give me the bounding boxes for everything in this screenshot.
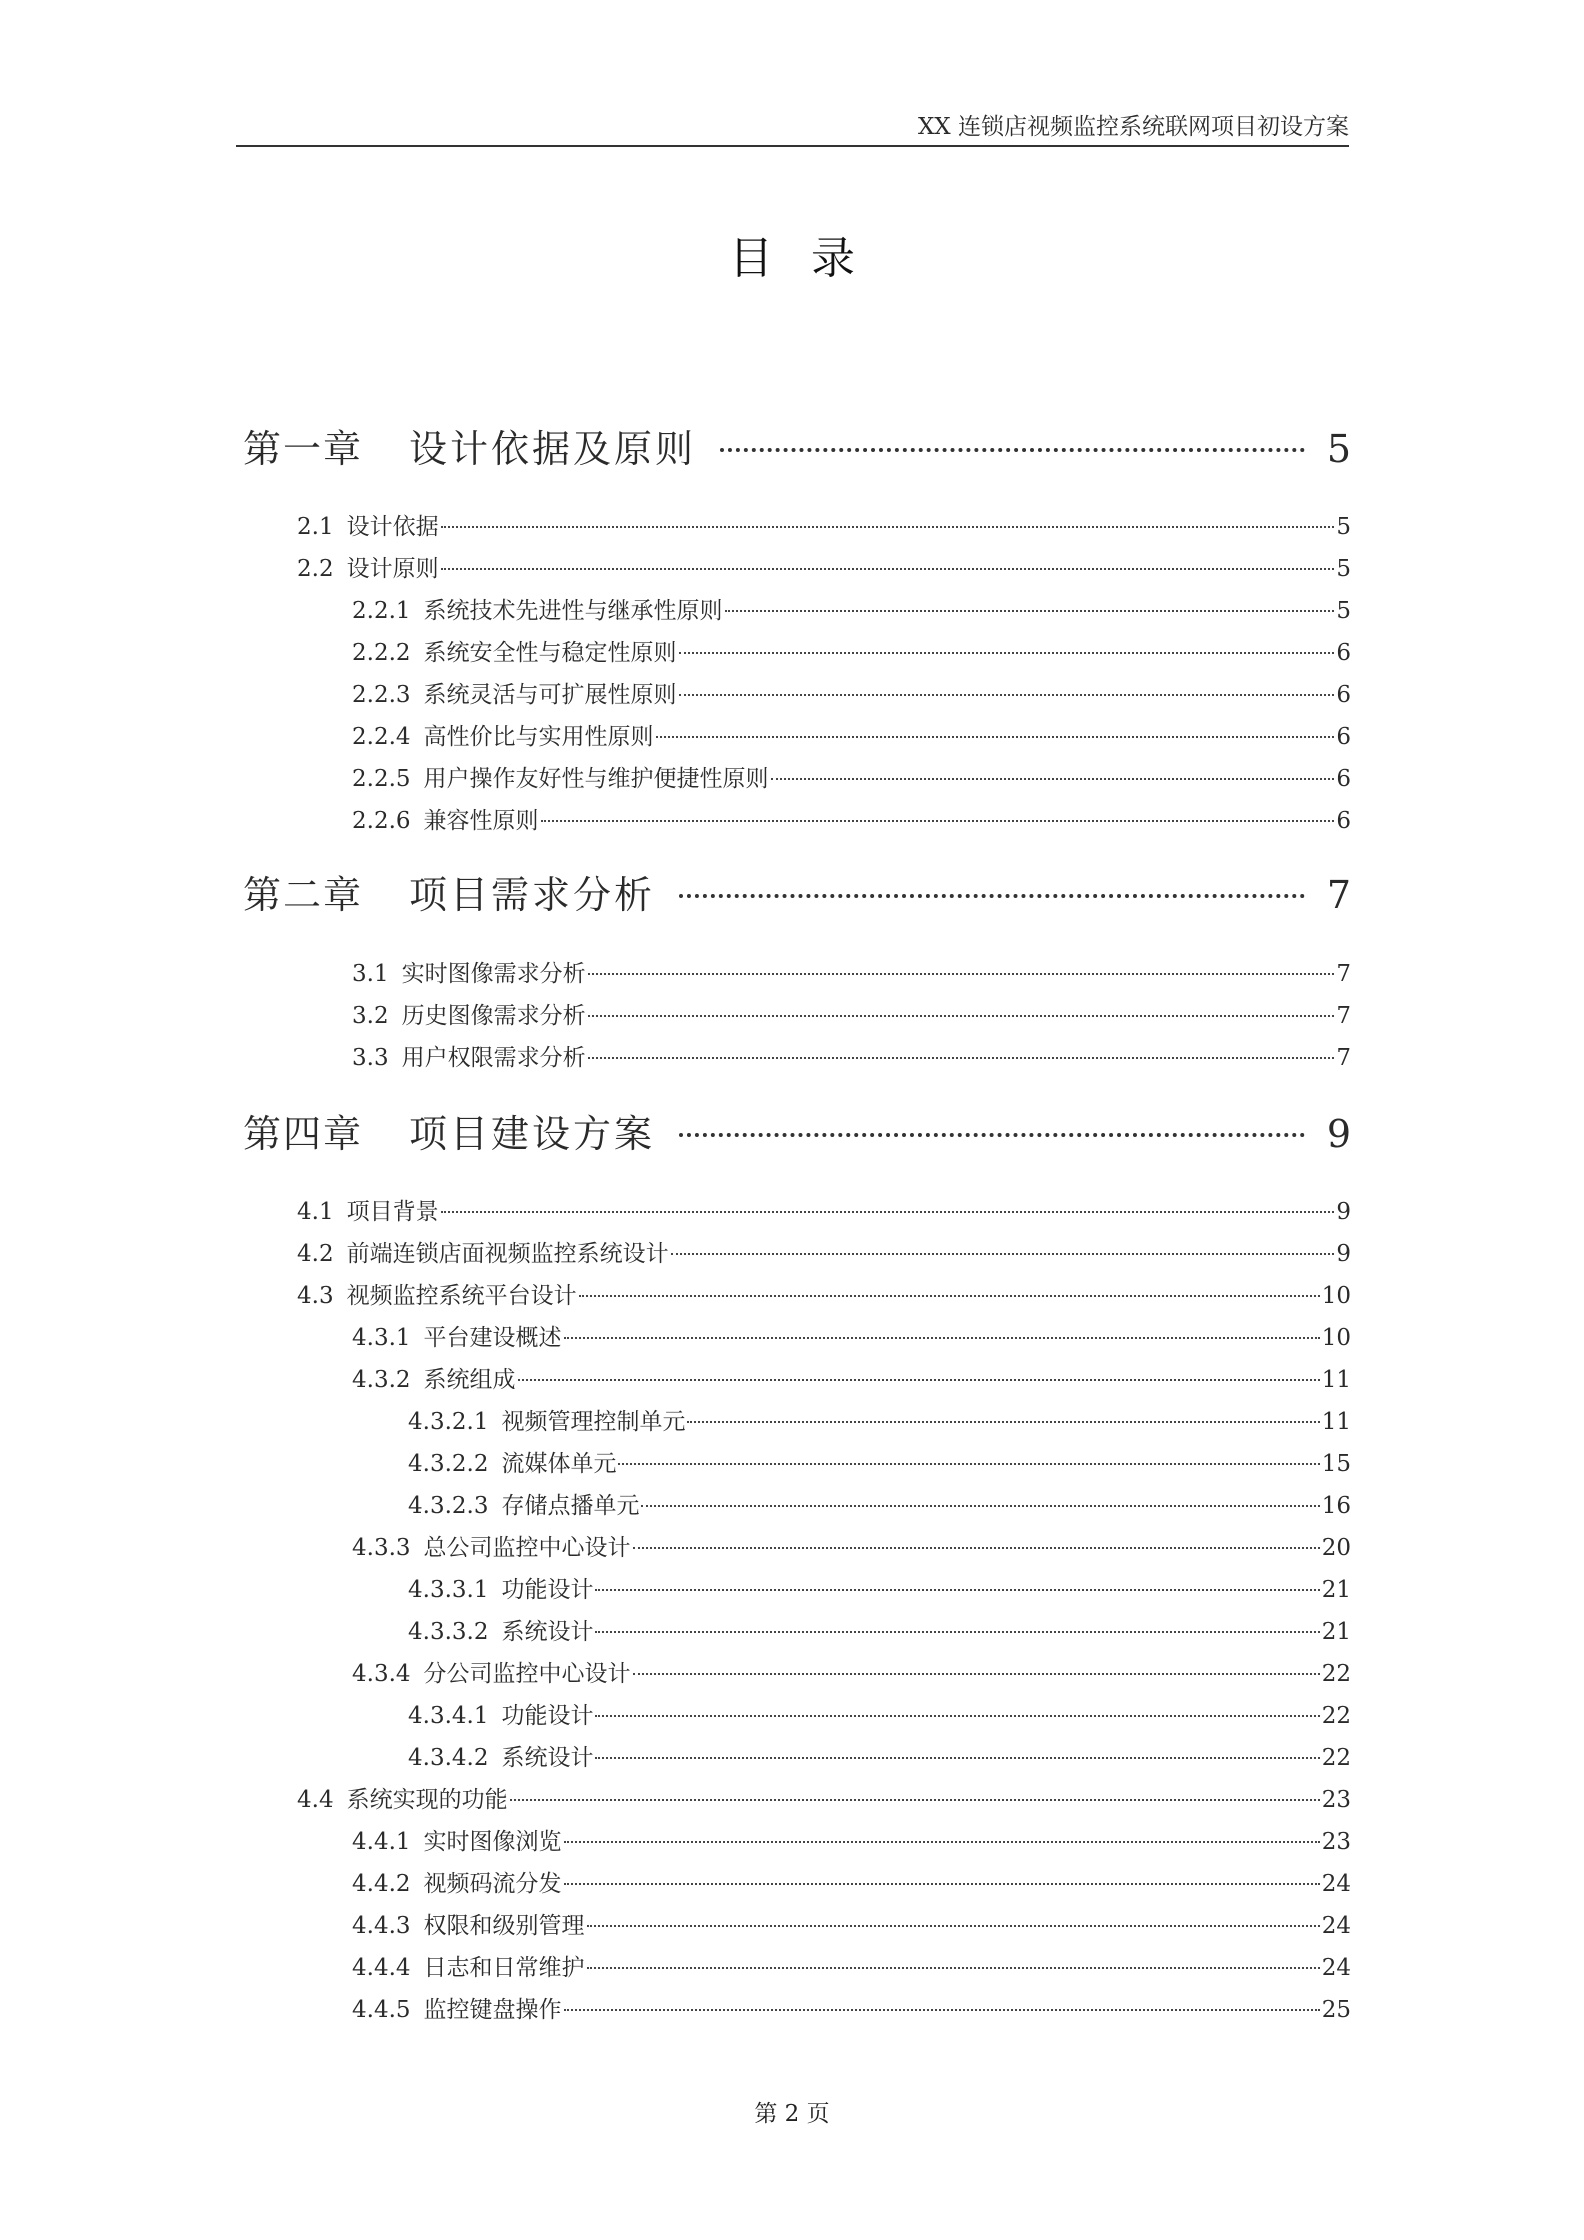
toc-entry-title: 兼容性原则	[423, 808, 539, 834]
toc-entry[interactable]	[352, 1319, 1351, 1353]
toc-entry-number: 4.3.3.1	[408, 1577, 489, 1603]
toc-leader-dots	[587, 1967, 1320, 1969]
toc-entry-number: 4.3.4.1	[408, 1703, 489, 1729]
toc-entry[interactable]	[352, 718, 1351, 752]
toc-entry-page: 25	[1321, 1997, 1351, 2023]
toc-entry-page: 6	[1336, 724, 1351, 750]
toc-leader-dots	[588, 1057, 1335, 1059]
toc-entry[interactable]	[352, 1865, 1351, 1899]
toc-leader-dots	[641, 1505, 1319, 1507]
toc-entry-number: 第四章	[243, 1112, 364, 1156]
toc-leader-dots	[564, 2009, 1320, 2011]
toc-entry-number: 4.1	[297, 1199, 334, 1225]
toc-entry-page: 11	[1321, 1409, 1351, 1435]
toc-leader-dots	[579, 1295, 1320, 1297]
toc-entry[interactable]	[408, 1487, 1351, 1521]
toc-entry[interactable]	[352, 1529, 1351, 1563]
toc-entry-page: 23	[1321, 1829, 1351, 1855]
toc-entry-page: 9	[1326, 1112, 1351, 1156]
toc-entry[interactable]	[297, 1235, 1351, 1269]
toc-leader-dots	[441, 526, 1335, 528]
toc-entry-page: 22	[1321, 1661, 1351, 1687]
toc-entry-number: 4.3.4	[352, 1661, 411, 1687]
toc-entry-page: 9	[1336, 1199, 1351, 1225]
toc-entry-number: 4.3.2.2	[408, 1451, 489, 1477]
toc-entry-page: 9	[1336, 1241, 1351, 1267]
toc-entry-title: 系统安全性与稳定性原则	[423, 640, 677, 666]
toc-entry-title: 视频监控系统平台设计	[346, 1283, 577, 1309]
toc-entry-number: 4.2	[297, 1241, 334, 1267]
toc-leader-dots	[564, 1337, 1320, 1339]
toc-leader-dots	[518, 1379, 1320, 1381]
toc-entry-number: 4.3.3.2	[408, 1619, 489, 1645]
toc-leader-dots	[720, 448, 1305, 452]
toc-entry-number: 2.2.5	[352, 766, 411, 792]
toc-entry-number: 3.3	[352, 1045, 389, 1071]
toc-leader-dots	[618, 1463, 1319, 1465]
toc-entry-page: 22	[1321, 1703, 1351, 1729]
toc-leader-dots	[671, 1253, 1335, 1255]
toc-leader-dots	[564, 1883, 1320, 1885]
toc-entry-title: 流媒体单元	[501, 1451, 617, 1477]
toc-leader-dots	[679, 652, 1335, 654]
toc-entry[interactable]	[352, 1655, 1351, 1689]
toc-leader-dots	[679, 894, 1305, 898]
toc-entry[interactable]	[408, 1571, 1351, 1605]
toc-entry-number: 4.3	[297, 1283, 334, 1309]
toc-entry-number: 4.4.1	[352, 1829, 411, 1855]
toc-entry-page: 7	[1336, 1045, 1351, 1071]
toc-entry-title: 监控键盘操作	[423, 1997, 562, 2023]
toc-entry-page: 6	[1336, 808, 1351, 834]
toc-leader-dots	[595, 1715, 1319, 1717]
toc-leader-dots	[633, 1547, 1320, 1549]
toc-entry-page: 24	[1321, 1955, 1351, 1981]
toc-entry-number: 2.1	[297, 514, 334, 540]
toc-entry-number: 4.4.5	[352, 1997, 411, 2023]
toc-entry-title: 前端连锁店面视频监控系统设计	[346, 1241, 669, 1267]
toc-entry[interactable]	[297, 508, 1351, 542]
toc-entry-number: 2.2.4	[352, 724, 411, 750]
toc-entry-page: 23	[1321, 1787, 1351, 1813]
page-number: 第 2 页	[754, 2101, 830, 2127]
toc-entry-title: 系统技术先进性与继承性原则	[423, 598, 723, 624]
toc-entry-page: 6	[1336, 640, 1351, 666]
toc-leader-dots	[510, 1799, 1320, 1801]
toc-entry-title: 系统组成	[423, 1367, 516, 1393]
toc-entry[interactable]	[352, 676, 1351, 710]
toc-leader-dots	[587, 1925, 1320, 1927]
toc-entry-title: 实时图像需求分析	[401, 961, 586, 987]
toc-entry-title: 项目建设方案	[409, 1112, 656, 1156]
toc-entry-number: 2.2.6	[352, 808, 411, 834]
toc-entry-title: 项目背景	[346, 1199, 439, 1225]
toc-leader-dots	[588, 973, 1335, 975]
toc-entry-title: 功能设计	[501, 1577, 594, 1603]
toc-entry-number: 3.1	[352, 961, 389, 987]
toc-entry-number: 4.4.4	[352, 1955, 411, 1981]
toc-entry-page: 5	[1336, 514, 1351, 540]
toc-chapter-entry[interactable]	[243, 864, 1351, 920]
toc-entry-number: 4.4.2	[352, 1871, 411, 1897]
toc-entry-title: 系统实现的功能	[346, 1787, 508, 1813]
toc-leader-dots	[564, 1841, 1320, 1843]
toc-entry-page: 7	[1336, 1003, 1351, 1029]
toc-leader-dots	[441, 568, 1335, 570]
toc-chapter-entry[interactable]	[243, 418, 1351, 474]
toc-entry-page: 15	[1321, 1451, 1351, 1477]
toc-leader-dots	[656, 736, 1335, 738]
toc-leader-dots	[687, 1421, 1319, 1423]
toc-entry-title: 用户权限需求分析	[401, 1045, 586, 1071]
toc-entry-title: 高性价比与实用性原则	[423, 724, 654, 750]
toc-entry[interactable]	[408, 1739, 1351, 1773]
toc-leader-dots	[679, 1133, 1305, 1137]
toc-leader-dots	[441, 1211, 1335, 1213]
toc-entry-title: 设计依据及原则	[409, 427, 697, 471]
toc-entry-number: 2.2.2	[352, 640, 411, 666]
toc-entry[interactable]	[352, 1991, 1351, 2025]
toc-entry-title: 权限和级别管理	[423, 1913, 585, 1939]
toc-entry-page: 24	[1321, 1871, 1351, 1897]
toc-entry-number: 3.2	[352, 1003, 389, 1029]
toc-entry-page: 5	[1336, 556, 1351, 582]
toc-entry[interactable]	[408, 1697, 1351, 1731]
toc-leader-dots	[541, 820, 1335, 822]
toc-entry-page: 24	[1321, 1913, 1351, 1939]
toc-leader-dots	[588, 1015, 1335, 1017]
toc-entry-number: 4.4	[297, 1787, 334, 1813]
toc-leader-dots	[771, 778, 1335, 780]
toc-entry-number: 4.3.2	[352, 1367, 411, 1393]
toc-entry[interactable]	[352, 634, 1351, 668]
toc-entry-title: 项目需求分析	[409, 873, 656, 917]
toc-entry[interactable]	[297, 550, 1351, 584]
toc-entry[interactable]	[352, 1823, 1351, 1857]
toc-heading: 目录	[729, 233, 893, 284]
toc-leader-dots	[595, 1631, 1319, 1633]
document-header-title: XX 连锁店视频监控系统联网项目初设方案	[917, 114, 1349, 140]
toc-entry-number: 2.2.3	[352, 682, 411, 708]
toc-entry-page: 20	[1321, 1535, 1351, 1561]
toc-entry-title: 实时图像浏览	[423, 1829, 562, 1855]
toc-entry-number: 2.2	[297, 556, 334, 582]
toc-entry-number: 2.2.1	[352, 598, 411, 624]
toc-leader-dots	[633, 1673, 1320, 1675]
toc-entry-title: 存储点播单元	[501, 1493, 640, 1519]
toc-entry[interactable]	[352, 592, 1351, 626]
toc-entry[interactable]	[352, 802, 1351, 836]
toc-entry-page: 5	[1326, 427, 1351, 471]
toc-entry-page: 6	[1336, 766, 1351, 792]
toc-entry-number: 4.3.3	[352, 1535, 411, 1561]
toc-entry-number: 第一章	[243, 427, 364, 471]
toc-entry-number: 4.3.1	[352, 1325, 411, 1351]
toc-entry-number: 4.3.2.1	[408, 1409, 489, 1435]
toc-entry-number: 4.3.4.2	[408, 1745, 489, 1771]
toc-entry-title: 系统设计	[501, 1619, 594, 1645]
toc-leader-dots	[679, 694, 1335, 696]
toc-entry-page: 10	[1321, 1283, 1351, 1309]
toc-entry[interactable]	[297, 1781, 1351, 1815]
toc-entry-title: 平台建设概述	[423, 1325, 562, 1351]
toc-entry[interactable]	[352, 760, 1351, 794]
toc-entry[interactable]	[352, 997, 1351, 1031]
toc-entry-title: 用户操作友好性与维护便捷性原则	[423, 766, 769, 792]
toc-chapter-entry[interactable]	[243, 1103, 1351, 1159]
toc-entry[interactable]	[352, 1361, 1351, 1395]
toc-entry-page: 7	[1326, 873, 1351, 917]
toc-entry-title: 系统灵活与可扩展性原则	[423, 682, 677, 708]
toc-entry[interactable]	[352, 1949, 1351, 1983]
toc-entry-title: 历史图像需求分析	[401, 1003, 586, 1029]
toc-entry-page: 22	[1321, 1745, 1351, 1771]
toc-entry[interactable]	[297, 1277, 1351, 1311]
toc-entry-title: 总公司监控中心设计	[423, 1535, 631, 1561]
toc-entry[interactable]	[352, 1039, 1351, 1073]
toc-entry-number: 4.4.3	[352, 1913, 411, 1939]
toc-entry[interactable]	[408, 1403, 1351, 1437]
toc-entry[interactable]	[408, 1445, 1351, 1479]
toc-entry-title: 视频管理控制单元	[501, 1409, 686, 1435]
toc-entry-title: 功能设计	[501, 1703, 594, 1729]
toc-leader-dots	[595, 1589, 1319, 1591]
toc-entry-page: 11	[1321, 1367, 1351, 1393]
toc-entry-page: 16	[1321, 1493, 1351, 1519]
toc-entry-title: 视频码流分发	[423, 1871, 562, 1897]
toc-entry-title: 设计依据	[346, 514, 439, 540]
toc-entry-title: 系统设计	[501, 1745, 594, 1771]
toc-entry-title: 设计原则	[346, 556, 439, 582]
toc-entry-page: 21	[1321, 1619, 1351, 1645]
toc-entry-number: 4.3.2.3	[408, 1493, 489, 1519]
toc-entry[interactable]	[297, 1193, 1351, 1227]
toc-entry[interactable]	[352, 955, 1351, 989]
toc-entry-title: 分公司监控中心设计	[423, 1661, 631, 1687]
toc-entry-page: 21	[1321, 1577, 1351, 1603]
toc-entry-page: 6	[1336, 682, 1351, 708]
toc-entry-page: 7	[1336, 961, 1351, 987]
toc-entry-page: 5	[1336, 598, 1351, 624]
toc-entry-number: 第二章	[243, 873, 364, 917]
toc-leader-dots	[725, 610, 1335, 612]
toc-entry-title: 日志和日常维护	[423, 1955, 585, 1981]
toc-entry-page: 10	[1321, 1325, 1351, 1351]
toc-entry[interactable]	[408, 1613, 1351, 1647]
toc-leader-dots	[595, 1757, 1319, 1759]
toc-entry[interactable]	[352, 1907, 1351, 1941]
